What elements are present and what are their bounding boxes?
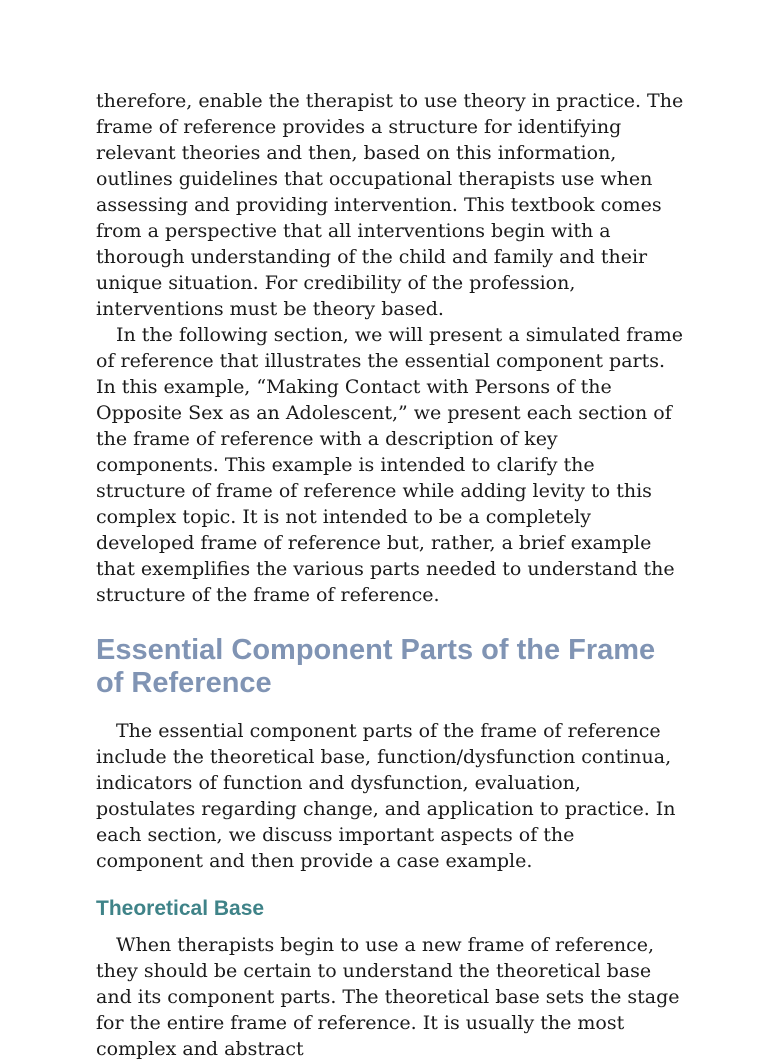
section-heading: Essential Component Parts of the Frame of Reference	[96, 634, 656, 699]
document-page	[96, 88, 696, 1062]
body-paragraph-1: therefore, enable the therapist to use theory in practice. The frame of reference provides a structure for identifying relevant theories and then, based on this information, outlines guidelines that occupational therapists use when assessing and providing intervention. This textbook comes from a perspective that all interventions begin with a thorough understanding of the child and family and their unique situation. For credibility of the profession, interventions must be theory based.	[96, 90, 684, 320]
body-paragraph-4: When therapists begin to use a new frame of reference, they should be certain to understand the theoretical base and its component parts. The theoretical base sets the stage for the entire frame of reference. It is usually the most complex and abstract	[96, 934, 680, 1060]
body-paragraph-2: In the following section, we will present a simulated frame of reference that illustrates the essential component parts. In this example, “Making Contact with Persons of the Opposite Sex as an Adolescent,” we present each section of the frame of reference with a description of key components. This example is intended to clarify the structure of frame of reference while adding levity to this complex topic. It is not intended to be a completely developed frame of reference but, rather, a brief example that exemplifies the various parts needed to understand the structure of the frame of reference.	[96, 324, 683, 606]
body-paragraph-3: The essential component parts of the frame of reference include the theoretical base, function/dysfunction continua, indicators of function and dysfunction, evaluation, postulates regarding change, and application to practice. In each section, we discuss important aspects of the component and then provide a case example.	[96, 720, 676, 872]
subsection-heading: Theoretical Base	[96, 897, 265, 920]
